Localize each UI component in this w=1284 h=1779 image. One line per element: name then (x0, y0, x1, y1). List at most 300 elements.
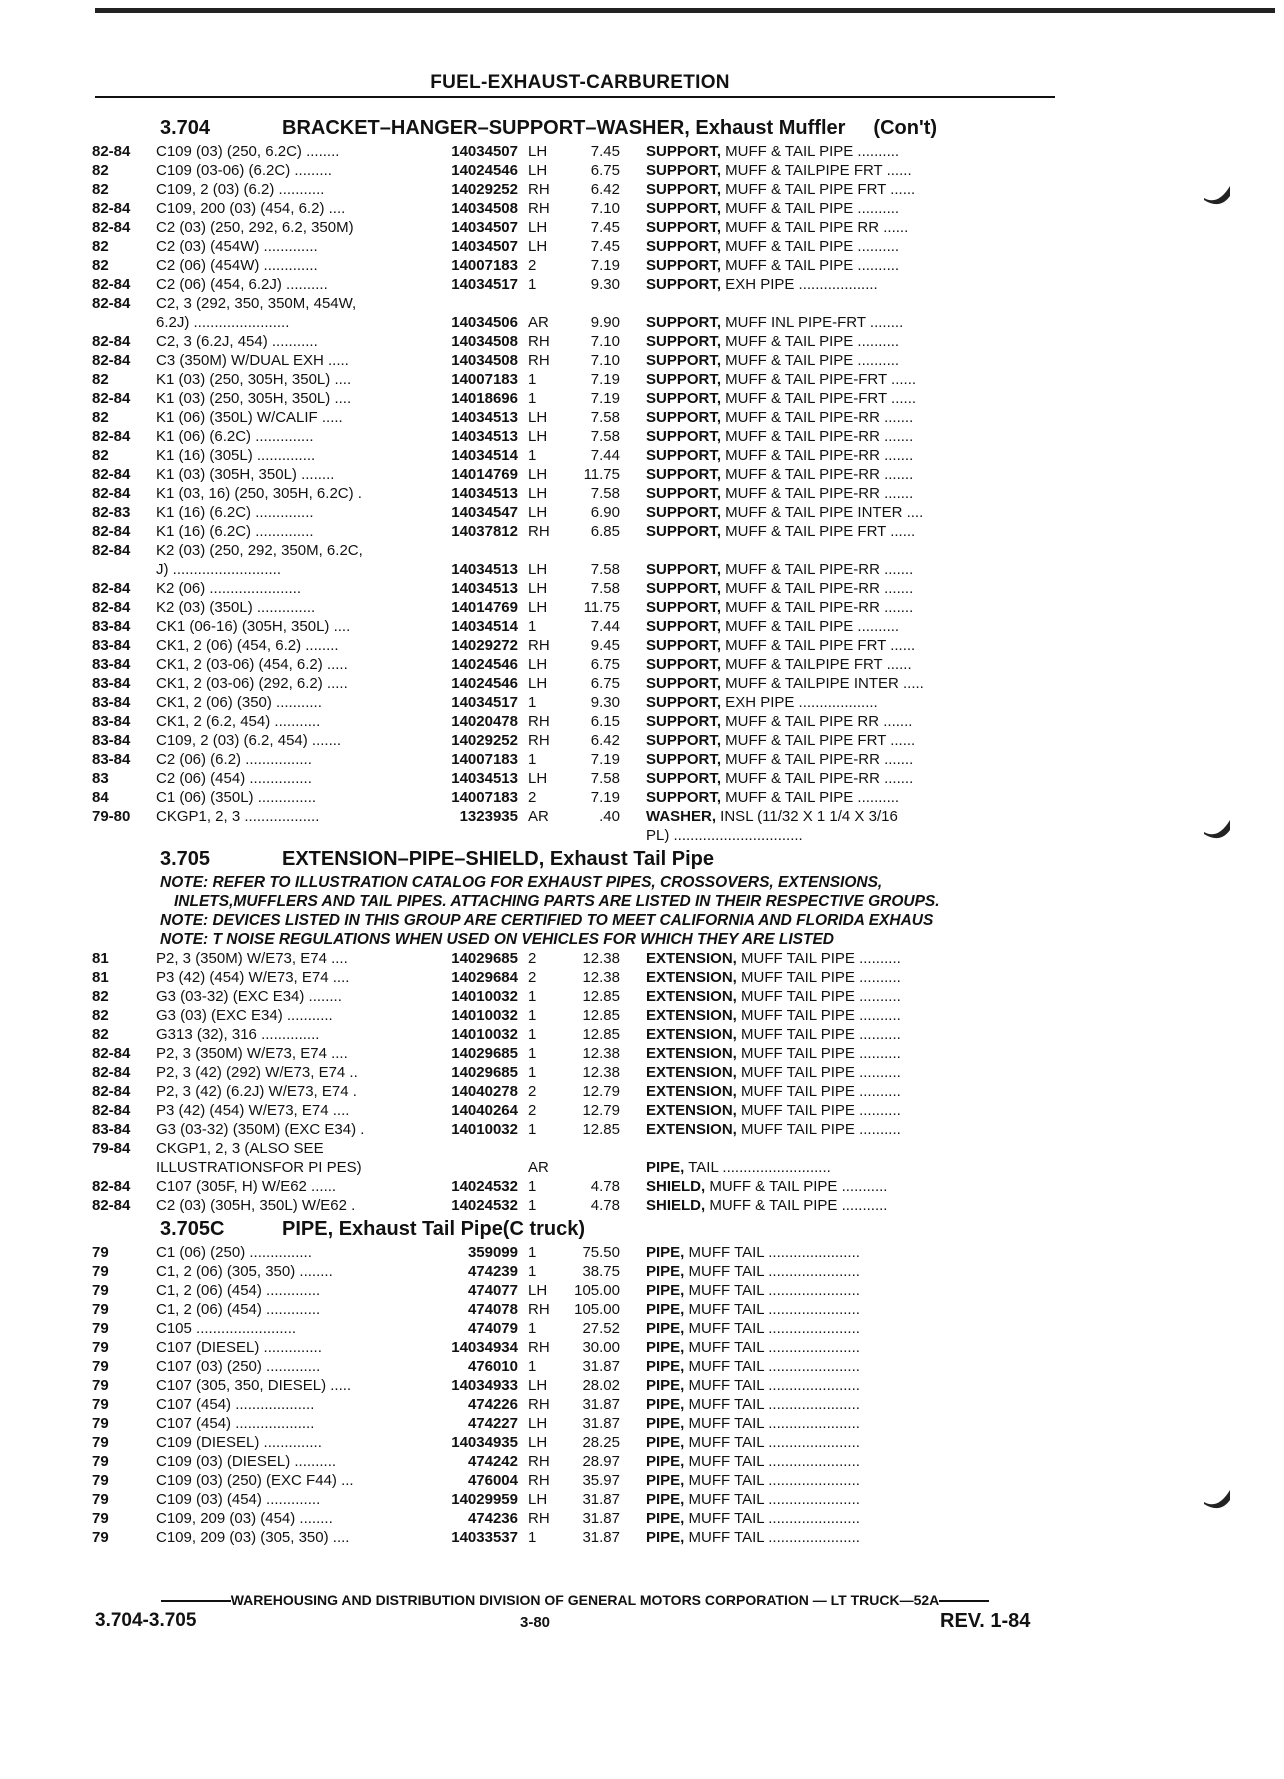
description (646, 1319, 1018, 1338)
quantity: LH (528, 409, 548, 426)
description-name: SUPPORT, (646, 219, 722, 236)
description-detail: MUFF INL PIPE-FRT ........ (721, 314, 904, 331)
price: 12.85 (582, 1026, 620, 1043)
price (558, 1158, 620, 1177)
part-number: 14037812 (451, 523, 518, 540)
description-detail: MUFF & TAIL PIPE-RR ....... (721, 751, 914, 768)
price: 12.85 (582, 1007, 620, 1024)
application: K2 (06) ...................... (156, 580, 302, 597)
description-name: SUPPORT, (646, 371, 722, 388)
part-number: 14040264 (451, 1102, 518, 1119)
quantity: RH (528, 1472, 550, 1489)
quantity: LH (528, 656, 548, 673)
part-number: 14029685 (451, 1064, 518, 1081)
quantity: LH (528, 675, 548, 692)
part-number: 14010032 (451, 1121, 518, 1138)
quantity: 1 (528, 1007, 537, 1024)
quantity: LH (528, 238, 548, 255)
application: C1, 2 (06) (305, 350) ........ (156, 1263, 333, 1280)
description (646, 408, 1018, 427)
model-year: 79-84 (92, 1140, 131, 1157)
description (646, 712, 1018, 731)
description-name: SUPPORT, (646, 770, 722, 787)
part-number: 14007183 (451, 257, 518, 274)
price: 31.87 (582, 1510, 620, 1527)
description-detail: MUFF TAIL PIPE .......... (736, 988, 901, 1005)
quantity: 1 (528, 988, 537, 1005)
catalog-row (92, 712, 1062, 731)
quantity: AR (528, 808, 549, 825)
part-number: 14014769 (451, 599, 518, 616)
price: 6.42 (590, 732, 620, 749)
catalog-row (92, 1490, 1062, 1509)
description (646, 617, 1018, 636)
part-number: 474236 (467, 1510, 518, 1527)
application: K1 (16) (6.2C) .............. (156, 523, 314, 540)
description-detail: MUFF & TAIL PIPE-FRT ...... (721, 371, 917, 388)
part-number (426, 1139, 518, 1158)
binder-hole-mark-top (1202, 184, 1232, 212)
application: K1 (16) (305L) .............. (156, 447, 316, 464)
price (558, 541, 620, 560)
model-year: 82 (92, 257, 109, 274)
catalog-row (92, 1338, 1062, 1357)
part-number: 14029685 (451, 1045, 518, 1062)
price: 27.52 (582, 1320, 620, 1337)
part-number: 14024532 (451, 1178, 518, 1195)
application: G3 (03) (EXC E34) ........... (156, 1007, 333, 1024)
quantity: RH (528, 181, 550, 198)
price: 7.45 (590, 219, 620, 236)
description-detail: MUFF TAIL PIPE .......... (736, 1102, 901, 1119)
catalog-row (92, 968, 1062, 987)
quantity: LH (528, 485, 548, 502)
application: C2 (03) (454W) ............. (156, 238, 318, 255)
quantity: 1 (528, 1320, 537, 1337)
application: C1 (06) (350L) .............. (156, 789, 317, 806)
application: K1 (03) (250, 305H, 350L) .... (156, 390, 352, 407)
quantity: 1 (528, 694, 537, 711)
description (646, 1120, 1018, 1139)
application: K1 (16) (6.2C) .............. (156, 504, 314, 521)
quantity: RH (528, 1301, 550, 1318)
part-number: 14024532 (451, 1197, 518, 1214)
quantity: LH (528, 219, 548, 236)
description-name: PIPE, (646, 1396, 685, 1413)
application: C2 (03) (305H, 350L) W/E62 . (156, 1197, 356, 1214)
part-number: 1323935 (459, 808, 518, 825)
price: 7.10 (590, 200, 620, 217)
catalog-row (92, 807, 1062, 826)
top-scan-edge (95, 8, 1275, 13)
section-name: PIPE, Exhaust Tail Pipe(C truck) (282, 1217, 586, 1240)
price: 12.38 (582, 1045, 620, 1062)
quantity: 1 (528, 618, 537, 635)
quantity: 2 (528, 950, 537, 967)
catalog-row (92, 161, 1062, 180)
part-number: 14034508 (451, 200, 518, 217)
description-name: PIPE, (646, 1282, 685, 1299)
catalog-row (92, 1025, 1062, 1044)
quantity: 2 (528, 969, 537, 986)
description-name: PIPE, (646, 1301, 685, 1318)
catalog-row (92, 180, 1062, 199)
description (646, 598, 1018, 617)
quantity: RH (528, 1453, 550, 1470)
catalog-row (92, 598, 1062, 617)
price: 7.58 (590, 485, 620, 502)
description (646, 636, 1018, 655)
quantity: 2 (528, 789, 537, 806)
application: CKGP1, 2, 3 .................. (156, 808, 320, 825)
catalog-row (92, 1357, 1062, 1376)
model-year: 79-80 (92, 808, 131, 825)
application: G313 (32), 316 .............. (156, 1026, 320, 1043)
quantity: AR (528, 1159, 549, 1176)
application: C109, 200 (03) (454, 6.2) .... (156, 200, 346, 217)
description-name: SUPPORT, (646, 466, 722, 483)
quantity (528, 541, 558, 560)
price: 6.75 (590, 656, 620, 673)
price: 12.79 (582, 1102, 620, 1119)
header-rule (95, 96, 1055, 98)
model-year: 82-84 (92, 143, 131, 160)
section-number: 3.705 (160, 847, 211, 870)
description-name: SUPPORT, (646, 694, 722, 711)
description (646, 256, 1018, 275)
price (558, 826, 620, 845)
model-year: 83-84 (92, 618, 131, 635)
application: CK1, 2 (03-06) (454, 6.2) ..... (156, 656, 348, 673)
description (646, 484, 1018, 503)
part-number: 14029252 (451, 732, 518, 749)
description-detail: MUFF & TAIL PIPE-RR ....... (721, 599, 914, 616)
description (646, 199, 1018, 218)
application: C3 (350M) W/DUAL EXH ..... (156, 352, 349, 369)
description-name: SUPPORT, (646, 637, 722, 654)
description-detail: MUFF TAIL ...................... (684, 1472, 860, 1489)
description (646, 1395, 1018, 1414)
catalog-row (92, 693, 1062, 712)
description-detail: MUFF & TAIL PIPE RR ...... (721, 219, 909, 236)
catalog-row (92, 1376, 1062, 1395)
price: 31.87 (582, 1415, 620, 1432)
part-number: 14007183 (451, 789, 518, 806)
description-name: PIPE, (646, 1529, 685, 1546)
application: C109, 209 (03) (454) ........ (156, 1510, 333, 1527)
price: 6.75 (590, 675, 620, 692)
catalog-row (92, 1120, 1062, 1139)
price: 7.10 (590, 333, 620, 350)
description (646, 237, 1018, 256)
description (646, 826, 1018, 845)
description-name: EXTENSION, (646, 1026, 737, 1043)
catalog-row (92, 237, 1062, 256)
description (646, 807, 1018, 826)
part-number: 14024546 (451, 675, 518, 692)
catalog-row (92, 1082, 1062, 1101)
quantity: LH (528, 770, 548, 787)
application: C109, 2 (03) (6.2) ........... (156, 181, 325, 198)
description-name: SUPPORT, (646, 789, 722, 806)
description-detail: MUFF & TAIL PIPE .......... (721, 789, 900, 806)
description-detail: MUFF TAIL ...................... (684, 1282, 860, 1299)
description (646, 1082, 1018, 1101)
price: 9.45 (590, 637, 620, 654)
application: C109 (03) (250, 6.2C) ........ (156, 143, 340, 160)
quantity: 1 (528, 390, 537, 407)
catalog-row (92, 987, 1062, 1006)
catalog-row (92, 351, 1062, 370)
model-year: 79 (92, 1453, 109, 1470)
description-detail: MUFF & TAIL PIPE .......... (721, 143, 900, 160)
description-name: EXTENSION, (646, 969, 737, 986)
price: 9.30 (590, 694, 620, 711)
model-year: 82-84 (92, 1064, 131, 1081)
application: C1, 2 (06) (454) ............. (156, 1282, 321, 1299)
description-detail: MUFF TAIL ...................... (684, 1244, 860, 1261)
catalog-row (92, 1243, 1062, 1262)
part-number: 14034513 (451, 561, 518, 578)
description-name: PIPE, (646, 1453, 685, 1470)
part-number: 474239 (467, 1263, 518, 1280)
description (646, 465, 1018, 484)
model-year: 82-84 (92, 200, 131, 217)
description (646, 674, 1018, 693)
quantity: RH (528, 1510, 550, 1527)
catalog-row (92, 465, 1062, 484)
price: 105.00 (574, 1282, 620, 1299)
description-name: PIPE, (646, 1244, 685, 1261)
catalog-row (92, 579, 1062, 598)
price: 12.85 (582, 988, 620, 1005)
model-year: 82 (92, 1007, 109, 1024)
price: 11.75 (583, 599, 620, 616)
description-detail: MUFF & TAIL PIPE-RR ....... (721, 580, 914, 597)
description-name: EXTENSION, (646, 988, 737, 1005)
part-number: 14034513 (451, 428, 518, 445)
catalog-row (92, 1319, 1062, 1338)
price: 12.85 (582, 1121, 620, 1138)
catalog-row (92, 1101, 1062, 1120)
application: C1 (06) (250) ............... (156, 1244, 312, 1261)
application: P3 (42) (454) W/E73, E74 .... (156, 1102, 350, 1119)
catalog-row (92, 1063, 1062, 1082)
price: 7.19 (590, 789, 620, 806)
description-detail: MUFF TAIL ...................... (684, 1529, 860, 1546)
description-name: EXTENSION, (646, 950, 737, 967)
description (646, 1243, 1018, 1262)
description (646, 1509, 1018, 1528)
part-number: 14034513 (451, 580, 518, 597)
quantity: 1 (528, 1178, 537, 1195)
price: 4.78 (590, 1178, 620, 1195)
application: CKGP1, 2, 3 (ALSO SEE (156, 1140, 324, 1157)
quantity: LH (528, 561, 548, 578)
model-year: 82-84 (92, 1178, 131, 1195)
description-name: SUPPORT, (646, 732, 722, 749)
model-year: 82-84 (92, 466, 131, 483)
part-number: 14018696 (451, 390, 518, 407)
catalog-row (92, 1395, 1062, 1414)
description-name: SUPPORT, (646, 238, 722, 255)
model-year: 82-83 (92, 504, 131, 521)
catalog-row (92, 332, 1062, 351)
description-detail: MUFF TAIL ...................... (684, 1396, 860, 1413)
description (646, 788, 1018, 807)
binder-hole-mark-bottom (1202, 1488, 1232, 1516)
part-number: 14029252 (451, 181, 518, 198)
application: K2 (03) (250, 292, 350M, 6.2C, (156, 542, 363, 559)
description-detail: MUFF TAIL ...................... (684, 1301, 860, 1318)
catalog-row (92, 1006, 1062, 1025)
model-year (92, 313, 156, 332)
quantity: 1 (528, 1064, 537, 1081)
description (646, 1490, 1018, 1509)
application: P2, 3 (350M) W/E73, E74 .... (156, 950, 348, 967)
model-year: 82 (92, 162, 109, 179)
description-detail: MUFF TAIL ...................... (684, 1320, 860, 1337)
price: 9.30 (590, 276, 620, 293)
quantity: LH (528, 1282, 548, 1299)
application: C107 (DIESEL) .............. (156, 1339, 322, 1356)
description-name: PIPE, (646, 1472, 685, 1489)
model-year: 82 (92, 238, 109, 255)
model-year: 83-84 (92, 732, 131, 749)
price: 28.02 (582, 1377, 620, 1394)
price: 7.45 (590, 238, 620, 255)
quantity: RH (528, 1396, 550, 1413)
application: G3 (03-32) (EXC E34) ........ (156, 988, 342, 1005)
description (646, 1139, 1018, 1158)
quantity: RH (528, 333, 550, 350)
description-detail: PL) ............................... (646, 827, 803, 844)
model-year: 82-84 (92, 599, 131, 616)
description (646, 1528, 1018, 1547)
description (646, 1338, 1018, 1357)
description-name: SUPPORT, (646, 599, 722, 616)
quantity: RH (528, 713, 550, 730)
description (646, 446, 1018, 465)
model-year: 82 (92, 447, 109, 464)
model-year: 81 (92, 969, 109, 986)
catalog-row (92, 199, 1062, 218)
catalog-row (92, 826, 1062, 845)
catalog-row (92, 1414, 1062, 1433)
price: 7.58 (590, 428, 620, 445)
part-number: 14034935 (451, 1434, 518, 1451)
footer-division-line (95, 1592, 1055, 1608)
quantity: LH (528, 1415, 548, 1432)
price: 7.58 (590, 561, 620, 578)
part-number: 476004 (467, 1472, 518, 1489)
description-detail: MUFF & TAIL PIPE ........... (705, 1197, 888, 1214)
price: 7.19 (590, 371, 620, 388)
price: 31.87 (582, 1491, 620, 1508)
description-detail: MUFF TAIL PIPE .......... (736, 1045, 901, 1062)
model-year: 82-84 (92, 1197, 131, 1214)
description (646, 987, 1018, 1006)
model-year: 82-84 (92, 485, 131, 502)
application: C2, 3 (6.2J, 454) ........... (156, 333, 318, 350)
price: 7.19 (590, 751, 620, 768)
application: C105 ........................ (156, 1320, 297, 1337)
price: 28.97 (582, 1453, 620, 1470)
part-number: 14010032 (451, 1007, 518, 1024)
part-number (426, 1158, 518, 1177)
application: C2 (06) (454) ............... (156, 770, 312, 787)
description (646, 313, 1018, 332)
description-detail: MUFF & TAIL PIPE-FRT ...... (721, 390, 917, 407)
catalog-row (92, 750, 1062, 769)
description-name: SUPPORT, (646, 143, 722, 160)
quantity: RH (528, 732, 550, 749)
price: 7.10 (590, 352, 620, 369)
price: 6.15 (590, 713, 620, 730)
price: 7.44 (590, 618, 620, 635)
description (646, 1025, 1018, 1044)
application: J) .......................... (156, 561, 282, 578)
part-number: 14034933 (451, 1377, 518, 1394)
application: K1 (06) (350L) W/CALIF ..... (156, 409, 343, 426)
application: G3 (03-32) (350M) (EXC E34) . (156, 1121, 365, 1138)
application: K2 (03) (350L) .............. (156, 599, 316, 616)
price: .40 (599, 808, 620, 825)
application: K1 (03, 16) (250, 305H, 6.2C) . (156, 485, 362, 502)
description (646, 769, 1018, 788)
application: C109 (03) (454) ............. (156, 1491, 321, 1508)
description (646, 1281, 1018, 1300)
description-name: PIPE, (646, 1339, 685, 1356)
model-year: 83 (92, 770, 109, 787)
catalog-row (92, 769, 1062, 788)
section-title (92, 114, 1062, 142)
description (646, 1006, 1018, 1025)
catalog-row (92, 617, 1062, 636)
description-detail: MUFF TAIL PIPE .......... (736, 1026, 901, 1043)
description-name: SUPPORT, (646, 485, 722, 502)
price: 31.87 (582, 1358, 620, 1375)
quantity: AR (528, 314, 549, 331)
description-name: EXTENSION, (646, 1121, 737, 1138)
catalog-row (92, 503, 1062, 522)
description-name: EXTENSION, (646, 1045, 737, 1062)
application: C109, 209 (03) (305, 350) .... (156, 1529, 350, 1546)
description-detail: EXH PIPE ................... (721, 276, 878, 293)
price: 11.75 (583, 466, 620, 483)
description-detail: MUFF & TAIL PIPE .......... (721, 333, 900, 350)
description-detail: MUFF TAIL PIPE .......... (736, 1064, 901, 1081)
description (646, 332, 1018, 351)
application: C107 (305, 350, DIESEL) ..... (156, 1377, 352, 1394)
part-number: 14034507 (451, 219, 518, 236)
model-year: 82 (92, 371, 109, 388)
description-detail: EXH PIPE ................... (721, 694, 878, 711)
description (646, 370, 1018, 389)
application: P2, 3 (42) (6.2J) W/E73, E74 . (156, 1083, 357, 1100)
application: C107 (454) ................... (156, 1396, 315, 1413)
part-number (426, 826, 518, 845)
model-year: 79 (92, 1282, 109, 1299)
model-year: 79 (92, 1339, 109, 1356)
part-number: 474227 (467, 1415, 518, 1432)
application: P2, 3 (350M) W/E73, E74 .... (156, 1045, 348, 1062)
application: C109 (03-06) (6.2C) ......... (156, 162, 332, 179)
model-year: 82-84 (92, 219, 131, 236)
description-detail: MUFF & TAIL PIPE FRT ...... (721, 523, 916, 540)
part-number (426, 541, 518, 560)
section-note: NOTE: REFER TO ILLUSTRATION CATALOG FOR EXHAUST PIPES, CROSSOVERS, EXTENSIONS, (160, 874, 883, 891)
